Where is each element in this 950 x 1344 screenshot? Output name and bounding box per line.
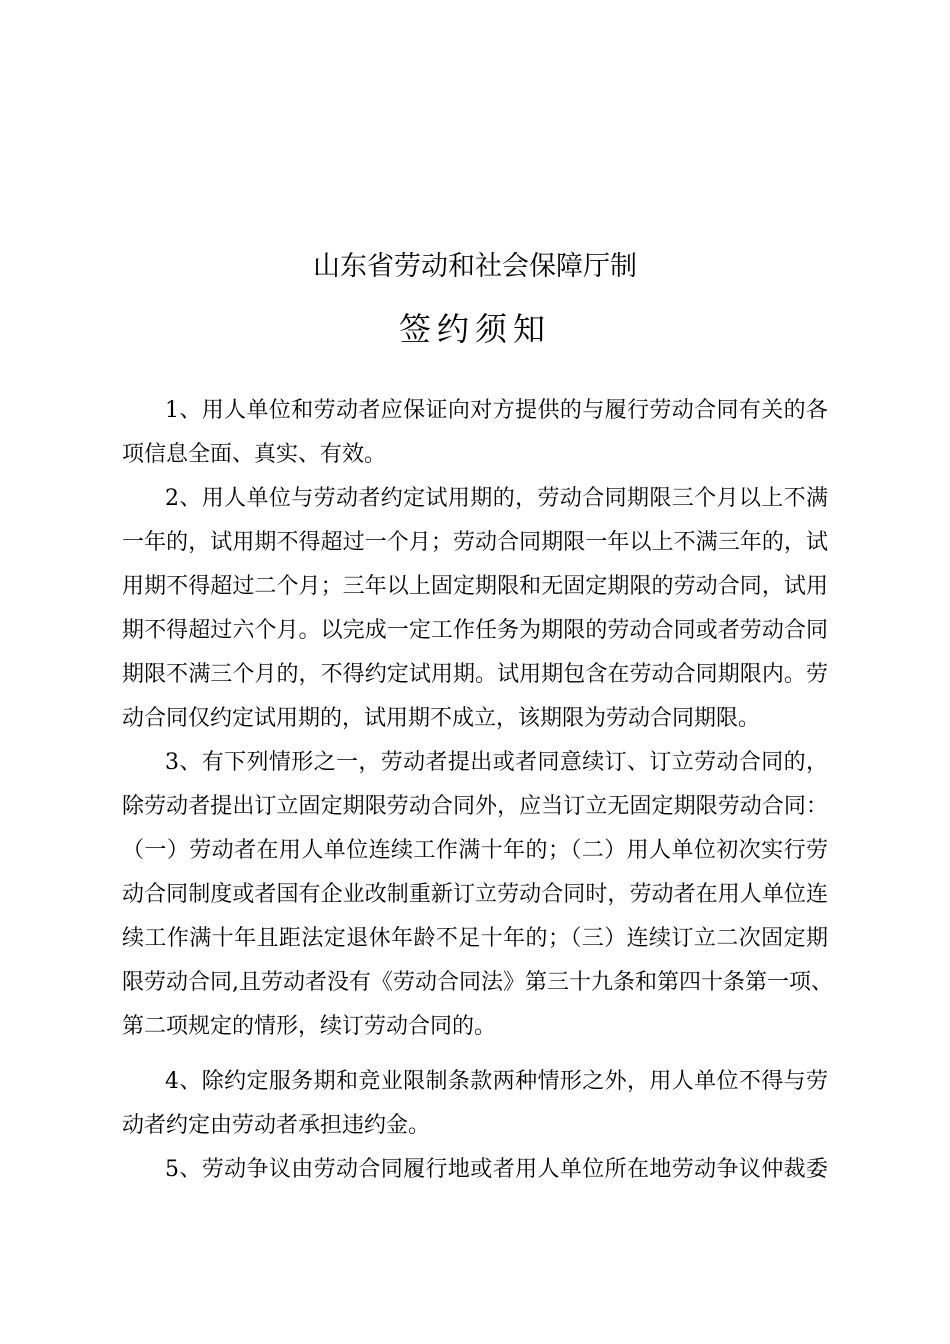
text-line: 期不得超过六个月。以完成一定工作任务为期限的劳动合同或者劳动合同 xyxy=(122,618,828,643)
text-line: 2、用人单位与劳动者约定试用期的，劳动合同期限三个月以上不满 xyxy=(165,486,828,511)
text-line: 1、用人单位和劳动者应保证向对方提供的与履行劳动合同有关的各 xyxy=(165,398,828,423)
text-line: 续工作满十年且距法定退休年龄不足十年的；（三）连续订立二次固定期 xyxy=(122,926,828,951)
text-line: 期限不满三个月的，不得约定试用期。试用期包含在劳动合同期限内。劳 xyxy=(122,662,828,687)
text-line: 限劳动合同,且劳动者没有《劳动合同法》第三十九条和第四十条第一项、 xyxy=(122,970,833,995)
text-line: 动合同仅约定试用期的，试用期不成立，该期限为劳动合同期限。 xyxy=(122,706,761,731)
text-line: 5、劳动争议由劳动合同履行地或者用人单位所在地劳动争议仲裁委 xyxy=(165,1157,828,1182)
text-line: 项信息全面、真实、有效。 xyxy=(122,442,387,467)
text-line: 用期不得超过二个月；三年以上固定期限和无固定期限的劳动合同，试用 xyxy=(122,574,828,599)
text-line: 动者约定由劳动者承担违约金。 xyxy=(122,1113,431,1138)
text-line: 除劳动者提出订立固定期限劳动合同外，应当订立无固定期限劳动合同： xyxy=(122,794,828,819)
text-line: 一年的，试用期不得超过一个月；劳动合同期限一年以上不满三年的，试 xyxy=(122,530,828,555)
issuer-heading: 山东省劳动和社会保障厅制 xyxy=(313,251,637,282)
text-line: 3、有下列情形之一，劳动者提出或者同意续订、订立劳动合同的， xyxy=(165,750,828,775)
text-line: （一）劳动者在用人单位连续工作满十年的；（二）用人单位初次实行劳 xyxy=(122,838,828,863)
text-line: 第二项规定的情形，续订劳动合同的。 xyxy=(122,1014,497,1039)
text-line: 动合同制度或者国有企业改制重新订立劳动合同时，劳动者在用人单位连 xyxy=(122,882,828,907)
document-title: 签约须知 xyxy=(398,310,551,348)
text-line: 4、除约定服务期和竞业限制条款两种情形之外，用人单位不得与劳 xyxy=(165,1069,828,1094)
